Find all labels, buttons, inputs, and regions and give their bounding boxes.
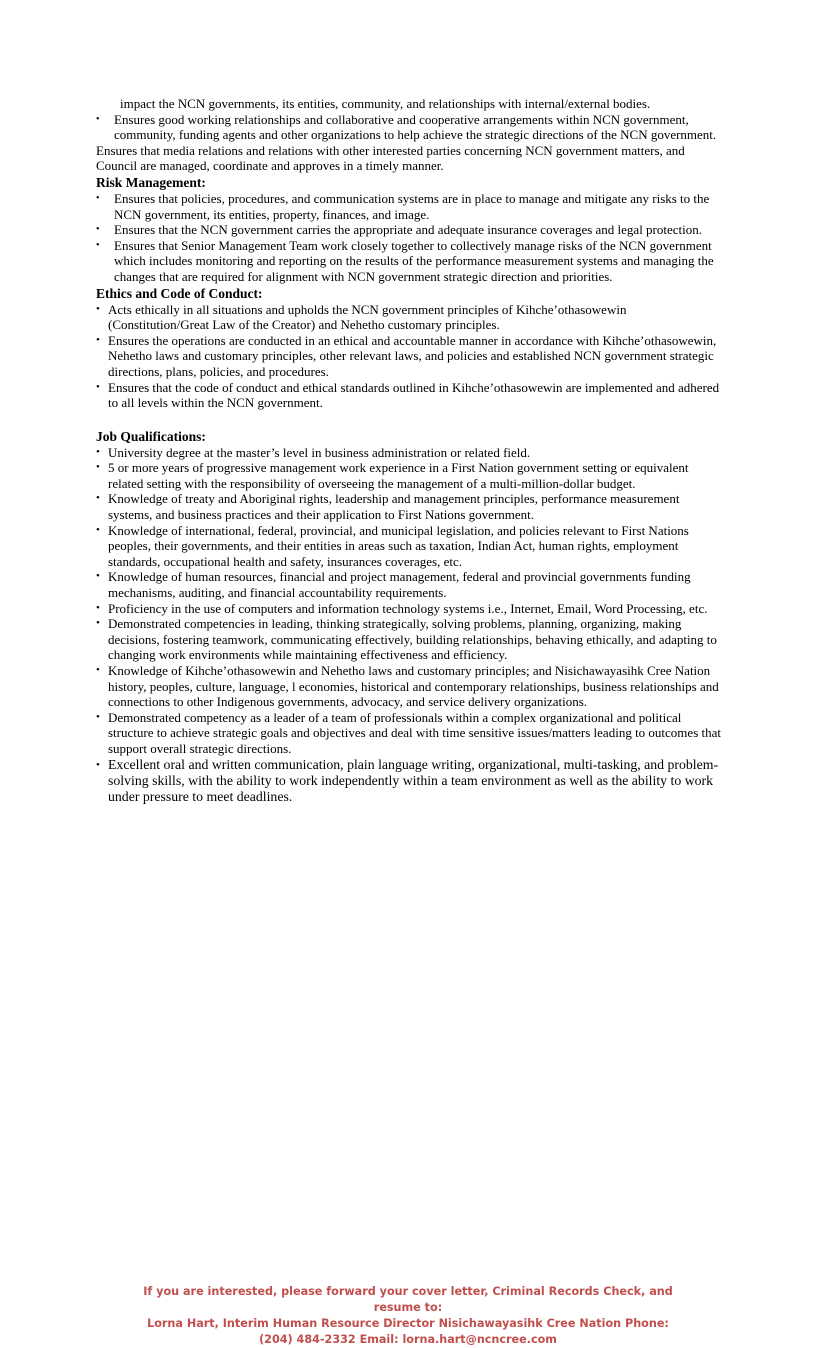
ethics-heading: Ethics and Code of Conduct: (96, 285, 263, 301)
intro-bullet-list (96, 112, 724, 143)
list-item: • 5 or more years of progressive management work experience in a First Nation government setting or equivalent related setting with the responsibility of overseeing the management of a multi-million-dollar budget. (96, 460, 724, 491)
list-item: • Knowledge of human resources, financial and project management, federal and provincial governments funding mechanisms, auditing, and financial accountability requirements. (96, 569, 724, 600)
risk-management-list (96, 191, 724, 285)
list-item: • University degree at the master’s level in business administration or related field. (96, 445, 724, 461)
list-item: • Acts ethically in all situations and upholds the NCN government principles of Kihche’othasowewin (Constitution/Great Law of the Creator) and Nehetho customary principles. (96, 302, 724, 333)
footer-instructions: If you are interested, please forward your cover letter, Criminal Records Check, and resume to: (143, 1285, 673, 1314)
list-item: • Excellent oral and written communication, plain language writing, organizational, multi-tasking, and problem-solving skills, with the ability to work independently within a team environment as well as the ability to work under pressure to meet deadlines. (96, 757, 724, 805)
ethics-list (96, 302, 724, 411)
document-body (96, 96, 724, 805)
list-item: • Ensures that policies, procedures, and communication systems are in place to manage and mitigate any risks to the NCN government, its entities, property, finances, and image. (96, 191, 724, 222)
list-item: • Ensures the operations are conducted in an ethical and accountable manner in accordance with Kihche’othasowewin, Nehetho laws and customary principles, other relevant laws, and policies and established NCN government strategic directions, plans, policies, and procedures. (96, 333, 724, 380)
continuation-text: impact the NCN governments, its entities, community, and relationships with internal/external bodies. (120, 96, 651, 111)
list-item: • Knowledge of international, federal, provincial, and municipal legislation, and policies relevant to First Nations peoples, their governments, and their entities in areas such as taxation, Indian Act, human rights, employment standards, occupational health and safety, insurances coverages, etc. (96, 523, 724, 570)
list-item: • Ensures that the code of conduct and ethical standards outlined in Kihche’othasowewin are implemented and adhered to all levels within the NCN government. (96, 380, 724, 411)
job-qualifications-heading: Job Qualifications: (96, 428, 206, 444)
list-item: • Ensures good working relationships and collaborative and cooperative arrangements within NCN government, community, funding agents and other organizations to help achieve the strategic directions of the NCN government. (96, 112, 724, 143)
section-spacer (96, 411, 724, 428)
risk-management-heading: Risk Management: (96, 174, 206, 190)
list-item: • Knowledge of treaty and Aboriginal rights, leadership and management principles, performance measurement systems, and business practices and their application to First Nations government. (96, 491, 724, 522)
list-item: • Ensures that the NCN government carries the appropriate and adequate insurance coverages and legal protection. (96, 222, 724, 238)
footer-contact: Lorna Hart, Interim Human Resource Director Nisichawayasihk Cree Nation Phone: (204) 484-2332 Email: lorna.hart@ncncree.com (147, 1317, 669, 1346)
job-qualifications-list (96, 445, 724, 805)
list-item: • Demonstrated competencies in leading, thinking strategically, solving problems, planning, organizing, making decisions, fostering teamwork, communicating effectively, building relationships, behaving ethically, and adapting to changing work environments while maintaining effectiveness and efficiency. (96, 616, 724, 663)
media-relations-paragraph: Ensures that media relations and relations with other interested parties concerning NCN government matters, and Council are managed, coordinate and approves in a timely manner. (96, 142, 685, 174)
list-item: • Ensures that Senior Management Team work closely together to collectively manage risks of the NCN government which includes monitoring and reporting on the results of the performance measurement systems and managing the changes that are required for alignment with NCN government strategic direction and priorities. (96, 238, 724, 285)
application-contact-footer (136, 1284, 680, 1348)
list-item: • Proficiency in the use of computers and information technology systems i.e., Internet, Email, Word Processing, etc. (96, 601, 724, 617)
list-item: • Demonstrated competency as a leader of a team of professionals within a complex organizational and political structure to achieve strategic goals and objectives and deal with time sensitive issues/matters leading to outcomes that support overall strategic directions. (96, 710, 724, 757)
list-item: • Knowledge of Kihche’othasowewin and Nehetho laws and customary principles; and Nisichawayasihk Cree Nation history, peoples, culture, language, l economies, historical and contemporary relationships, business relationships and connections to other Indigenous governments, advocacy, and service delivery organizations. (96, 663, 724, 710)
